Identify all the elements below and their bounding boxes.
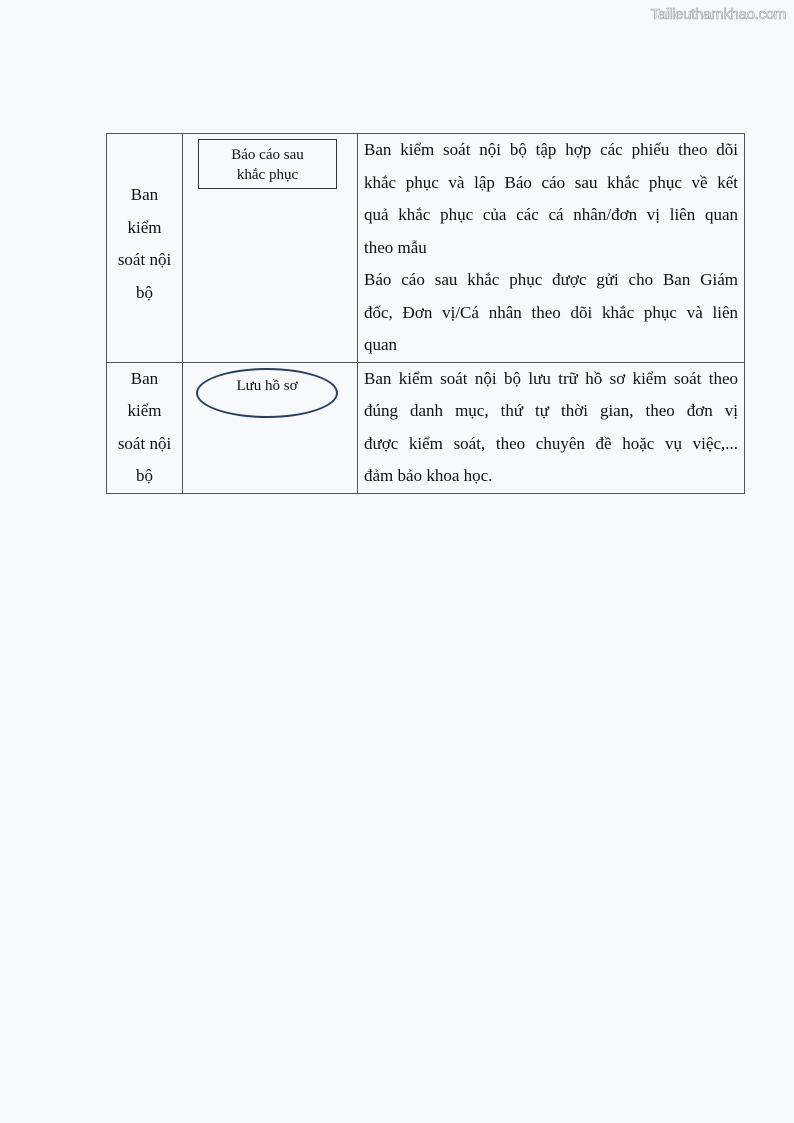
- description-line: theo mẫu: [364, 237, 427, 257]
- process-box: [198, 139, 337, 189]
- description-line: quan: [364, 335, 398, 354]
- actor-cell: [107, 134, 183, 363]
- description-line: Ban kiểm soát nội bộ lưu trữ hồ sơ kiểm soát theo: [364, 368, 738, 388]
- description-cell: [358, 362, 745, 493]
- description-line: quả khắc phục của các cá nhân/đơn vị liên quan: [364, 205, 738, 224]
- table-row: [107, 134, 745, 363]
- actor-text: Ban: [130, 368, 159, 388]
- description-cell: [358, 134, 745, 363]
- flowchart-cell: [183, 134, 358, 363]
- actor-text: soát nội: [117, 433, 172, 453]
- box-label: khắc phục: [236, 167, 299, 183]
- actor-text: bộ: [136, 466, 153, 485]
- flowchart-cell: [183, 362, 358, 493]
- terminator-ellipse: [196, 368, 338, 418]
- actor-text: kiểm: [127, 401, 162, 420]
- watermark: Tailieuthamkhao.com: [650, 6, 786, 23]
- description-line: đảm bảo khoa học.: [364, 466, 493, 485]
- actor-text: kiểm: [127, 217, 162, 237]
- description-line: đốc, Đơn vị/Cá nhân theo dõi khắc phục và liên: [364, 302, 738, 322]
- actor-text: soát nội: [117, 250, 172, 269]
- description-line: Ban kiểm soát nội bộ tập hợp các phiếu theo dõi: [364, 140, 738, 159]
- actor-text: Ban: [130, 185, 159, 204]
- table-row: [107, 362, 745, 493]
- description-line: được kiểm soát, theo chuyên đề hoặc vụ việc,...: [364, 433, 738, 453]
- actor-text: bộ: [136, 282, 153, 302]
- actor-cell: [107, 362, 183, 493]
- description-line: đúng danh mục, thứ tự thời gian, theo đơn vị: [364, 401, 738, 420]
- description-line: Báo cáo sau khắc phục được gửi cho Ban Giám: [364, 270, 738, 289]
- description-line: khắc phục và lập Báo cáo sau khắc phục về kết: [364, 172, 738, 192]
- process-table: [106, 133, 745, 494]
- ellipse-label: Lưu hồ sơ: [236, 377, 298, 394]
- box-label: Báo cáo sau: [231, 147, 304, 163]
